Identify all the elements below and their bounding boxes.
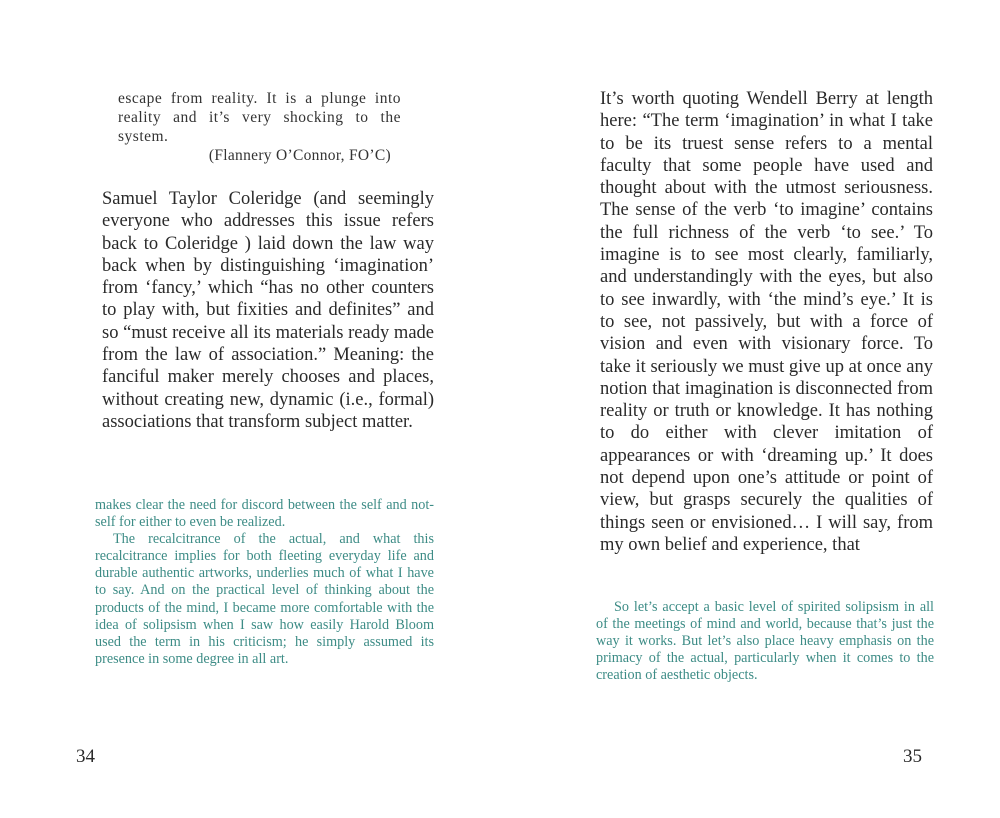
right-note bbox=[596, 599, 934, 684]
quote-text: escape from reality. It is a plunge into reality and it’s very shocking to the system. bbox=[118, 90, 401, 145]
left-main-text bbox=[102, 188, 434, 433]
note-paragraph: The recalcitrance of the actual, and what this recalcitrance implies for both fleeting everyday life and durable authentic artworks, underlies much of what I have to say. And on the practical level of thinking about the products of the mind, I became more comfortable with the idea of solipsism when I saw how easily Harold Bloom used the term in his criticism; he simply assumed its presence in some degree in all art. bbox=[95, 531, 434, 667]
main-paragraph: It’s worth quoting Wendell Berry at length here: “The term ‘imagination’ in what I take to be its truest sense refers to a mental faculty that some people have used and thought about with the utmost seriousness. The sense of the verb ‘to imagine’ contains the full richness of the verb ‘to see.’ To imagine is to see most clearly, familiarly, and understandingly with the eyes, but also to see inwardly, with ‘the mind’s eye.’ It is to see, not passively, but with a force of vision and even with visionary force. To take it seriously we must give up at once any notion that imagination is disconnected from reality or truth or knowledge. It has nothing to do either with clever imitation of appearances or with ‘dreaming up.’ It does not depend upon one’s attitude or point of view, but grasps securely the qualities of things seen or envisioned… I will say, from my own belief and experience, that bbox=[600, 89, 933, 555]
right-main-text bbox=[600, 88, 933, 556]
note-paragraph: So let’s accept a basic level of spirited solipsism in all of the meetings of mind and world, because that’s just the way it works. But let’s also place heavy emphasis on the primacy of the actual, particularly when it comes to the creation of aesthetic objects. bbox=[596, 599, 934, 684]
page-number-right: 35 bbox=[903, 746, 922, 767]
quote-attribution: (Flannery O’Connor, FO’C) bbox=[208, 147, 391, 164]
right-page bbox=[500, 0, 1000, 818]
page-number-left: 34 bbox=[76, 746, 95, 767]
block-quote bbox=[118, 89, 401, 165]
note-paragraph: makes clear the need for discord between the self and not-self for either to even be realized. bbox=[95, 497, 434, 531]
main-paragraph: Samuel Taylor Coleridge (and seemingly everyone who addresses this issue refers back to Coleridge ) laid down the law way back when by distinguishing ‘imagination’ from ‘fancy,’ which “has no other counters to play with, but fixities and definites” and so “must receive all its materials ready made from the law of association.” Meaning: the fanciful maker merely chooses and places, without creating new, dynamic (i.e., formal) associations that transform subject matter. bbox=[102, 189, 434, 432]
left-note bbox=[95, 497, 434, 668]
